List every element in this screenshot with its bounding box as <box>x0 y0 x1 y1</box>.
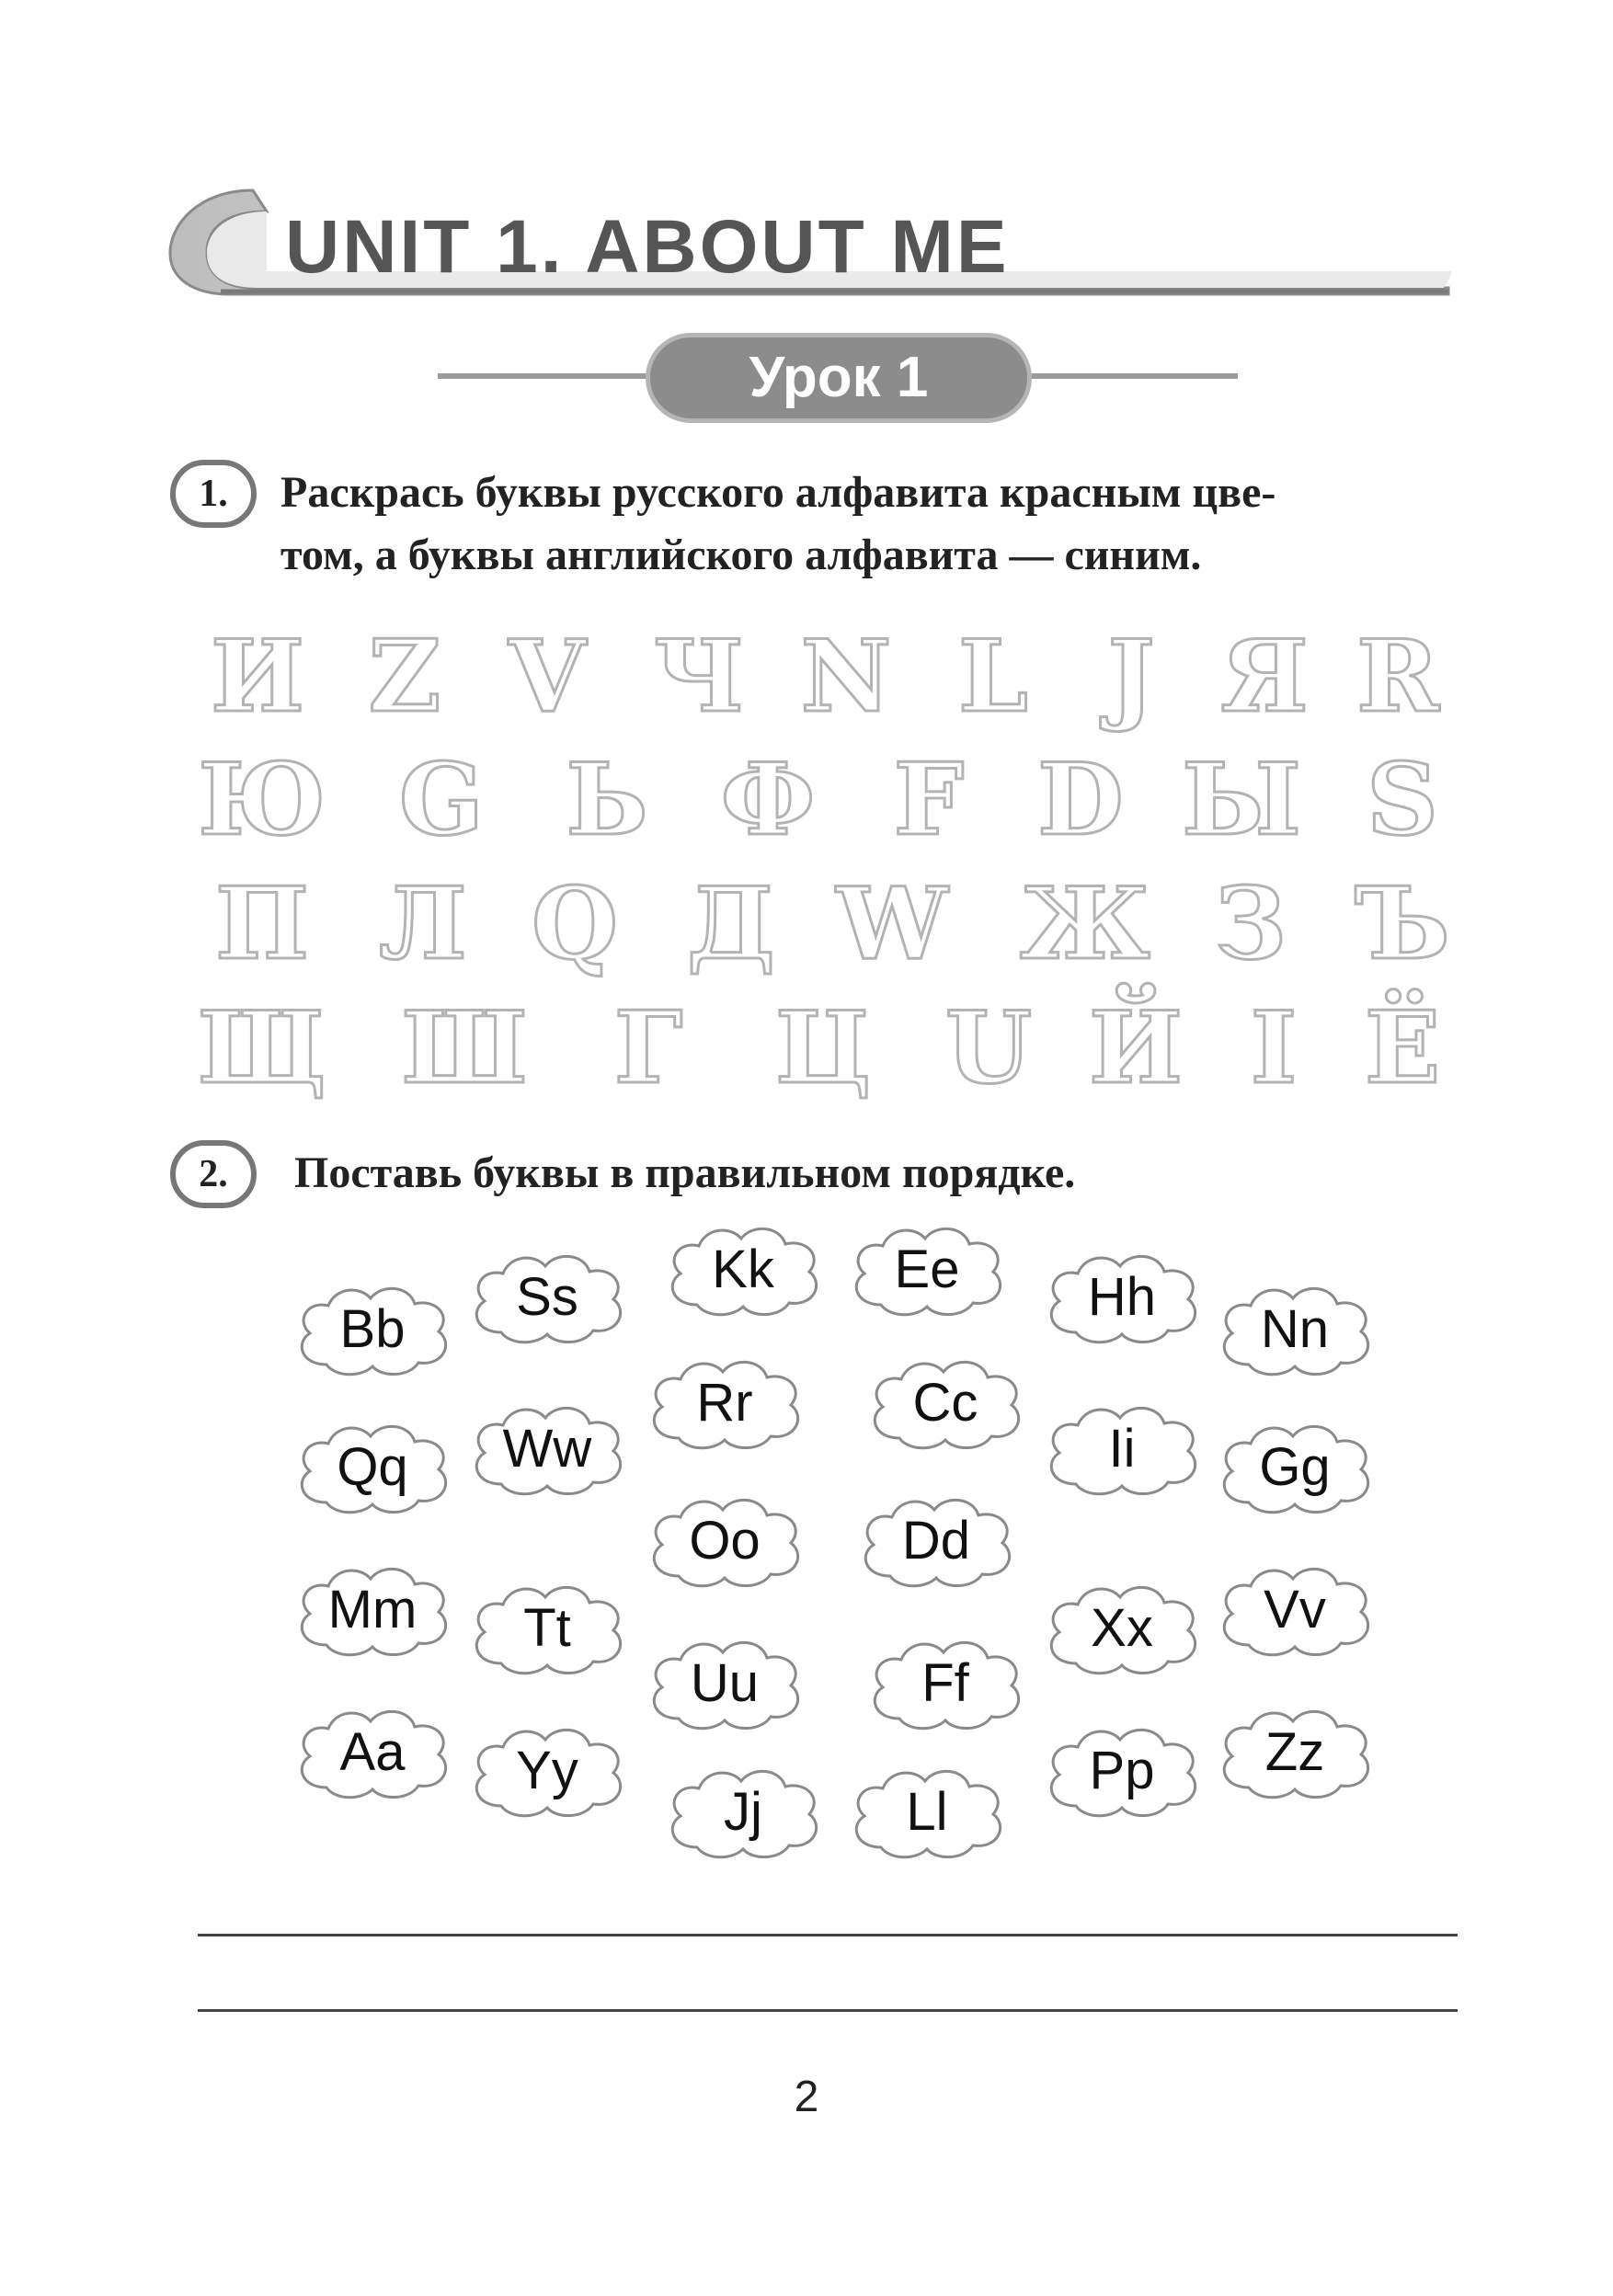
cloud-letter-label: Ll <box>906 1782 948 1842</box>
letter-cloud[interactable] <box>1039 1577 1205 1680</box>
letter-cloud[interactable] <box>863 1352 1028 1455</box>
answer-line-1[interactable] <box>198 1934 1458 1936</box>
letter-cloud[interactable] <box>464 1577 630 1680</box>
outline-letter[interactable]: И <box>210 619 305 735</box>
letter-cloud[interactable] <box>464 1719 630 1822</box>
cloud-letter-label: Aa <box>339 1722 406 1782</box>
cloud-letter-label: Bb <box>339 1299 406 1359</box>
letter-cloud[interactable] <box>1039 1246 1205 1349</box>
outline-letter[interactable]: Ю <box>198 742 326 858</box>
outline-letter[interactable]: Д <box>686 866 776 982</box>
letter-cloud[interactable] <box>863 1632 1028 1735</box>
outline-letter[interactable]: U <box>944 990 1033 1106</box>
cloud-letter-label: Hh <box>1087 1267 1157 1327</box>
cloud-letter-label: Zz <box>1264 1722 1325 1782</box>
outline-letter[interactable]: R <box>1356 619 1439 735</box>
letter-cloud[interactable] <box>660 1218 826 1321</box>
outline-letter[interactable]: П <box>215 866 309 982</box>
letter-cloud[interactable] <box>1039 1719 1205 1822</box>
cloud-letter-label: Jj <box>724 1782 762 1842</box>
cloud-letter-label: Ii <box>1108 1419 1136 1479</box>
letter-cloud[interactable] <box>642 1490 807 1593</box>
letter-cloud[interactable] <box>1212 1701 1378 1804</box>
outline-letter[interactable]: Ы <box>1182 742 1301 858</box>
outline-letter[interactable]: Я <box>1220 619 1309 735</box>
letter-cloud[interactable] <box>1212 1416 1378 1519</box>
cloud-letter-label: Vv <box>1264 1580 1326 1639</box>
cloud-letter-label: Xx <box>1091 1598 1153 1658</box>
letter-cloud[interactable] <box>1212 1278 1378 1381</box>
letter-cloud[interactable] <box>290 1701 455 1804</box>
outline-letter[interactable]: L <box>958 619 1028 735</box>
cloud-letter-label: Ff <box>921 1653 969 1713</box>
letter-cloud[interactable] <box>1212 1559 1378 1662</box>
task-1-instruction-line-2: том, а буквы английского алфавита — синим. <box>280 531 1202 579</box>
letter-cloud[interactable] <box>642 1352 807 1455</box>
outline-letter[interactable]: I <box>1250 990 1298 1106</box>
outline-letter[interactable]: Ш <box>401 990 528 1106</box>
cloud-letter-label: Ww <box>502 1419 592 1479</box>
cloud-letter-label: Nn <box>1260 1299 1330 1359</box>
letter-cloud[interactable] <box>642 1632 807 1735</box>
outline-letter[interactable]: F <box>893 742 965 858</box>
letter-cloud[interactable] <box>290 1278 455 1381</box>
cloud-letter-label: Mm <box>327 1580 418 1639</box>
outline-letter[interactable]: Г <box>613 990 683 1106</box>
cloud-letter-label: Ee <box>894 1239 960 1299</box>
task-2-instruction: Поставь буквы в правильном порядке. <box>294 1148 1076 1197</box>
cloud-letter-label: Gg <box>1259 1437 1331 1497</box>
outline-letter[interactable]: Щ <box>198 990 326 1106</box>
cloud-letter-label: Pp <box>1089 1741 1155 1800</box>
cloud-letter-label: Uu <box>690 1653 760 1713</box>
cloud-letter-label: Kk <box>712 1239 774 1299</box>
task-1-number-badge: 1. <box>170 460 257 528</box>
answer-line-2[interactable] <box>198 2009 1458 2012</box>
letter-cloud[interactable] <box>844 1761 1010 1864</box>
letter-cloud[interactable] <box>844 1218 1010 1321</box>
outline-letter[interactable]: W <box>836 866 948 982</box>
outline-letter[interactable]: Л <box>379 866 467 982</box>
letter-cloud[interactable] <box>464 1398 630 1501</box>
outline-letter[interactable]: Ч <box>653 619 745 735</box>
cloud-letter-label: Ss <box>516 1267 578 1327</box>
cloud-letter-label: Cc <box>912 1373 978 1433</box>
outline-letter[interactable]: З <box>1215 866 1287 982</box>
cloud-letter-label: Rr <box>696 1373 753 1433</box>
letter-cloud[interactable] <box>660 1761 826 1864</box>
letter-cloud[interactable] <box>290 1559 455 1662</box>
cloud-letter-label: Oo <box>689 1511 761 1571</box>
letter-cloud[interactable] <box>464 1246 630 1349</box>
outline-letter[interactable]: G <box>398 742 485 858</box>
page-number: 2 <box>794 2073 819 2121</box>
outline-letter[interactable]: S <box>1367 742 1438 858</box>
outline-letter[interactable]: V <box>509 619 586 735</box>
letter-cloud[interactable] <box>1039 1398 1205 1501</box>
cloud-letter-label: Yy <box>516 1741 578 1800</box>
outline-letter[interactable]: Ц <box>774 990 872 1106</box>
cloud-letter-label: Tt <box>523 1598 571 1658</box>
outline-letter[interactable]: D <box>1037 742 1124 858</box>
outline-letter[interactable]: Ь <box>566 742 648 858</box>
outline-letter[interactable]: J <box>1107 619 1155 735</box>
outline-letter[interactable]: Й <box>1088 990 1184 1106</box>
letter-cloud[interactable] <box>853 1490 1019 1593</box>
outline-letter[interactable]: Ф <box>720 742 816 858</box>
letter-cloud[interactable] <box>290 1416 455 1519</box>
outline-letter[interactable]: Q <box>531 866 619 982</box>
task-2-number-badge: 2. <box>170 1140 257 1208</box>
task-1-instruction-line-1: Раскрась буквы русского алфавита красным цве- <box>280 468 1276 517</box>
lesson-title: Урок 1 <box>749 346 929 409</box>
outline-letter[interactable]: Ё <box>1364 990 1441 1106</box>
cloud-letter-label: Qq <box>337 1437 408 1497</box>
outline-letter[interactable]: Ж <box>1020 866 1150 982</box>
unit-title: UNIT 1. ABOUT ME <box>285 205 1010 289</box>
cloud-letter-label: Dd <box>901 1511 971 1571</box>
outline-letter[interactable]: Ъ <box>1355 866 1450 982</box>
outline-letter[interactable]: Z <box>368 619 441 735</box>
outline-letter[interactable]: N <box>800 619 892 735</box>
